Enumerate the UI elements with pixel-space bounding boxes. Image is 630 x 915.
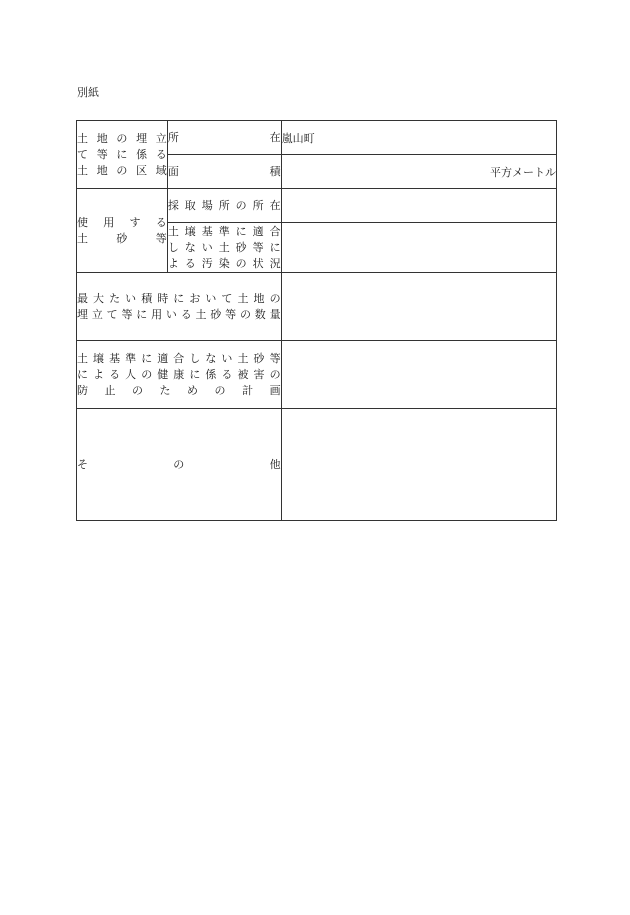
location-row [77,121,557,155]
location-value[interactable]: 嵐山町 [281,121,556,155]
health-plan-value[interactable] [281,341,556,409]
area-value[interactable] [281,155,556,189]
health-plan-label: 土壌基準に適合しない土砂等 による人の健康に係る被害の 防止のための計画 [77,341,282,409]
contamination-label: 土壌基準に適合 しない土砂等に よる汚染の状況 [167,223,281,273]
health-plan-row [77,341,557,409]
land-fill-form-table [76,120,557,521]
soil-group-label: 使用する 土砂等 [77,189,168,273]
area-unit: 平方メートル [490,165,556,179]
contamination-value[interactable] [281,223,556,273]
max-quantity-row [77,273,557,341]
area-label: 面積 [167,155,281,189]
source-location-label: 採取場所の所在 [167,189,281,223]
attachment-label: 別紙 [77,86,99,99]
max-quantity-label: 最大たい積時において土地の 埋立て等に用いる土砂等の数量 [77,273,282,341]
other-value[interactable] [281,409,556,521]
other-row [77,409,557,521]
source-location-value[interactable] [281,189,556,223]
location-label: 所在 [167,121,281,155]
other-label: その他 [77,409,282,521]
source-row [77,189,557,223]
land-area-group-label: 土地の埋立 て等に係る 土地の区域 [77,121,168,189]
max-quantity-value[interactable] [281,273,556,341]
